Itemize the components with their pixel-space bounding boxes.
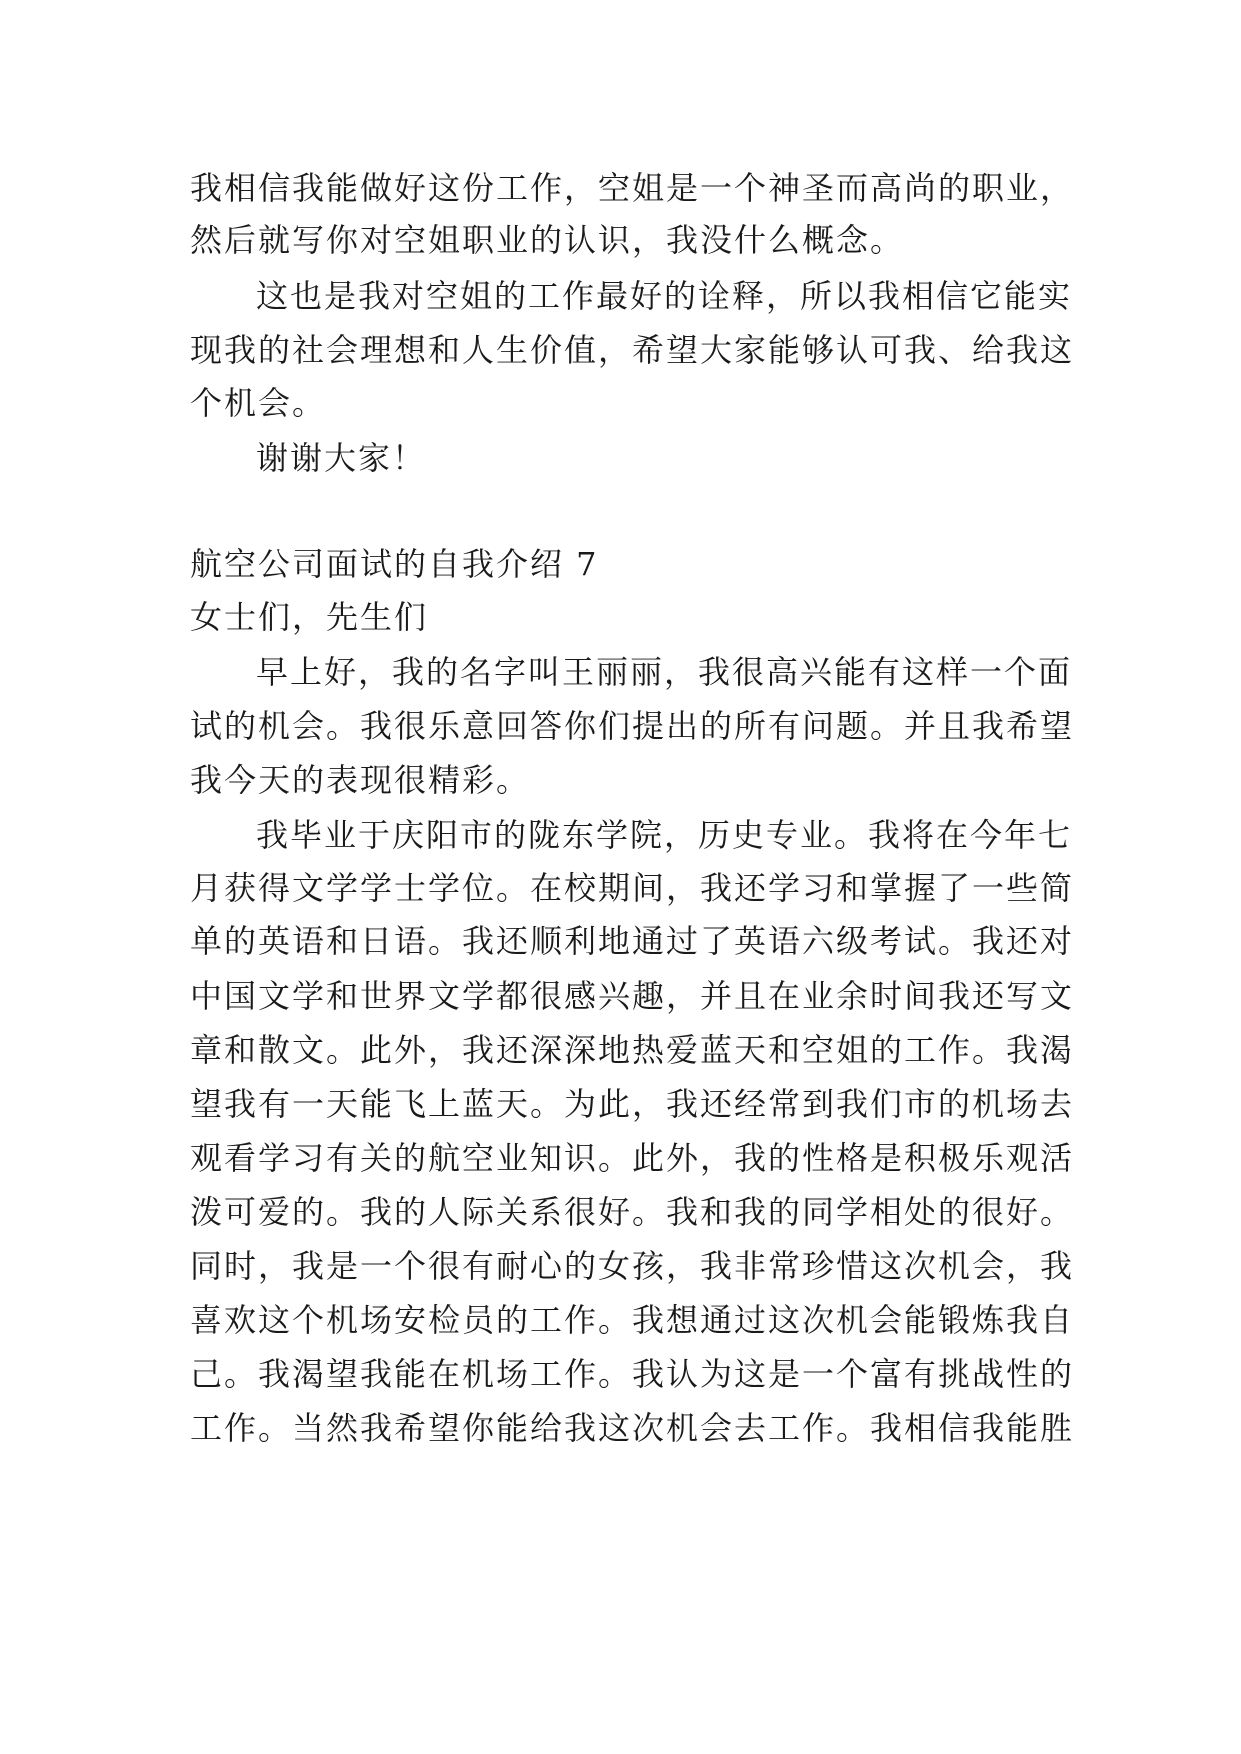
- paragraph-start-line: 这也是我对空姐的工作最好的诠释，所以我相信它能实: [256, 277, 1073, 315]
- text-line: 工作。当然我希望你能给我这次机会去工作。我相信我能胜: [190, 1409, 1075, 1447]
- text-line: 我相信我能做好这份工作，空姐是一个神圣而高尚的职业，: [190, 169, 1075, 207]
- text-line: 试的机会。我很乐意回答你们提出的所有问题。并且我希望: [190, 707, 1075, 745]
- greeting: 女士们，先生们: [190, 598, 429, 636]
- paragraph-start-line: 早上好，我的名字叫王丽丽，我很高兴能有这样一个面: [256, 653, 1073, 691]
- text-line: 己。我渴望我能在机场工作。我认为这是一个富有挑战性的: [190, 1355, 1075, 1393]
- paragraph-start-line: 我毕业于庆阳市的陇东学院，历史专业。我将在今年七: [256, 816, 1073, 854]
- text-line: 个机会。: [190, 384, 327, 422]
- text-line: 我今天的表现很精彩。: [190, 761, 531, 799]
- thanks-line: 谢谢大家！: [256, 439, 427, 477]
- text-line: 泼可爱的。我的人际关系很好。我和我的同学相处的很好。: [190, 1193, 1075, 1231]
- text-line: 月获得文学学士学位。在校期间，我还学习和掌握了一些简: [190, 869, 1075, 907]
- text-line: 然后就写你对空姐职业的认识，我没什么概念。: [190, 221, 905, 259]
- text-line: 中国文学和世界文学都很感兴趣，并且在业余时间我还写文: [190, 977, 1075, 1015]
- text-line: 观看学习有关的航空业知识。此外，我的性格是积极乐观活: [190, 1139, 1075, 1177]
- text-line: 单的英语和日语。我还顺利地通过了英语六级考试。我还对: [190, 922, 1075, 960]
- text-line: 现我的社会理想和人生价值，希望大家能够认可我、给我这: [190, 331, 1075, 369]
- text-line: 喜欢这个机场安检员的工作。我想通过这次机会能锻炼我自: [190, 1301, 1075, 1339]
- text-line: 章和散文。此外，我还深深地热爱蓝天和空姐的工作。我渴: [190, 1031, 1075, 1069]
- section-title: 航空公司面试的自我介绍 7: [190, 545, 599, 583]
- text-line: 同时，我是一个很有耐心的女孩，我非常珍惜这次机会，我: [190, 1247, 1075, 1285]
- text-line: 望我有一天能飞上蓝天。为此，我还经常到我们市的机场去: [190, 1085, 1075, 1123]
